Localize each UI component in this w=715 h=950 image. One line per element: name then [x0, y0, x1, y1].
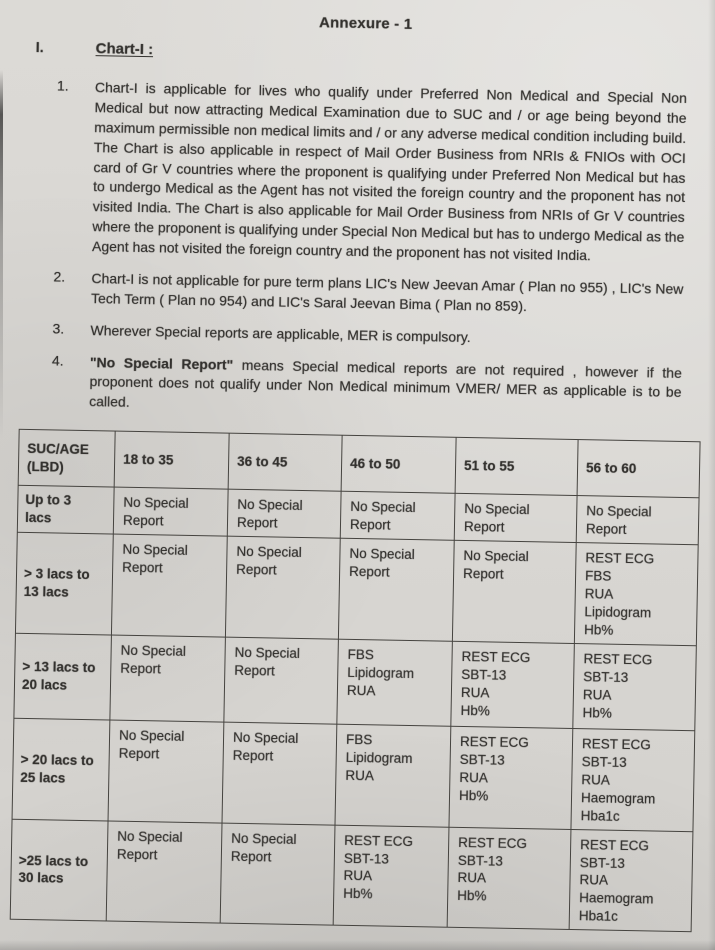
section-number: I. — [35, 40, 44, 57]
notes-list — [1, 77, 715, 424]
note-text: Chart-I is applicable for lives who qualify under Preferred Non Medical and Special Non Medical but now attracting Medical Examination due to SUC and / or age being beyond the maximum permissible non medical limits and / or any adverse medical condition including build. The Chart is also applicable in respect of Mail Order Business from NRIs & FNIOs with OCI card of Gr V countries where the proponent is qualifying under Preferred Non Medical but has to undergo Medical as the Agent has not visited the foreign country and the proponent has not visited India. The Chart is also applicable for Mail Order Business from NRIs of Gr V countries where the proponent is qualifying under Special Non Medical but has to undergo Medical as the Agent has not visited the foreign country and the proponent has not visited India. — [91, 79, 688, 264]
note-number: 2. — [53, 268, 66, 285]
note-number: 3. — [52, 320, 65, 337]
table-cell: No Special Report — [113, 487, 228, 536]
table-cell: No Special Report — [452, 540, 576, 643]
row-label: > 13 lacs to 20 lacs — [14, 633, 112, 720]
table-cell: No Special Report — [224, 637, 339, 724]
note-text: Chart-I is not applicable for pure term plans LIC's New Jeevan Amar ( Plan no 955) , LIC's New Tech Term ( Plan no 954) and LIC's Saral Jeevan Bima ( Plan no 859). — [90, 269, 684, 314]
table-header-age-46-50: 46 to 50 — [341, 435, 456, 493]
note-item-3 — [52, 320, 682, 351]
table-cell: No Special Report — [576, 496, 699, 545]
table-cell: No Special Report — [340, 491, 455, 540]
note-number: 1. — [56, 77, 69, 94]
table-cell: No Special Report — [106, 821, 222, 924]
row-label: > 3 lacs to 13 lacs — [15, 532, 113, 635]
note-item-1 — [54, 77, 687, 267]
page-title: Annexure - 1 — [318, 14, 413, 33]
row-label: Up to 3 lacs — [17, 485, 114, 534]
table-header-age-51-55: 51 to 55 — [455, 437, 578, 495]
table-cell: No Special Report — [220, 823, 335, 926]
section-heading — [36, 39, 715, 69]
table-cell: REST ECG SBT-13 RUA Hb% — [449, 726, 573, 829]
table-cell: REST ECG FBS RUA Lipidogram Hb% — [574, 543, 698, 646]
table-cell: No Special Report — [111, 534, 227, 637]
table-header-age-56-60: 56 to 60 — [577, 440, 700, 498]
table-row-3-to-13-lacs — [15, 532, 698, 645]
note-number: 4. — [51, 351, 64, 369]
table-header-age-36-45: 36 to 45 — [228, 433, 342, 491]
table-cell: REST ECG SBT-13 RUA Hb% — [573, 643, 697, 730]
row-label: >25 lacs to 30 lacs — [10, 819, 108, 922]
table-cell: FBS Lipidogram RUA — [335, 724, 451, 827]
table-cell: No Special Report — [227, 489, 341, 538]
table-row-25-to-30-lacs — [10, 819, 693, 932]
note-bold-phrase: "No Special Report" — [89, 353, 234, 373]
table-cell: REST ECG SBT-13 RUA Hb% — [333, 825, 449, 928]
table-header-age-18-35: 18 to 35 — [114, 431, 229, 489]
note-item-2 — [53, 268, 684, 319]
note-text — [89, 353, 682, 423]
section-title: Chart-I : — [95, 40, 154, 59]
table-cell: REST ECG SBT-13 RUA Haemogram Hba1c — [569, 829, 693, 932]
suc-age-medical-table — [10, 429, 701, 933]
table-cell: No Special Report — [338, 538, 454, 641]
table-cell: FBS Lipidogram RUA — [337, 639, 453, 726]
table-header-suc-age: SUC/AGE (LBD) — [18, 429, 115, 487]
note-text: Wherever Special reports are applicable, MER is compulsory. — [90, 321, 471, 345]
table-cell: No Special Report — [225, 536, 340, 639]
note-text-rest: means Special medical reports are not required , however if the proponent does not qualify under Non Medical minimum VMER/ MER as applicable is to be called. — [89, 356, 682, 411]
table-cell: No Special Report — [454, 493, 577, 542]
note-item-4 — [51, 352, 682, 423]
table-cell: REST ECG SBT-13 RUA Haemogram Hba1c — [571, 728, 695, 831]
table-cell: REST ECG SBT-13 RUA Hb% — [451, 641, 575, 728]
table-cell: No Special Report — [110, 635, 226, 722]
table-row-13-to-20-lacs — [14, 633, 696, 730]
table-cell: No Special Report — [222, 722, 337, 825]
table-row-20-to-25-lacs — [12, 718, 695, 831]
table-cell: REST ECG SBT-13 RUA Hb% — [447, 827, 571, 930]
table-cell: No Special Report — [108, 720, 224, 823]
row-label: > 20 lacs to 25 lacs — [12, 718, 110, 821]
